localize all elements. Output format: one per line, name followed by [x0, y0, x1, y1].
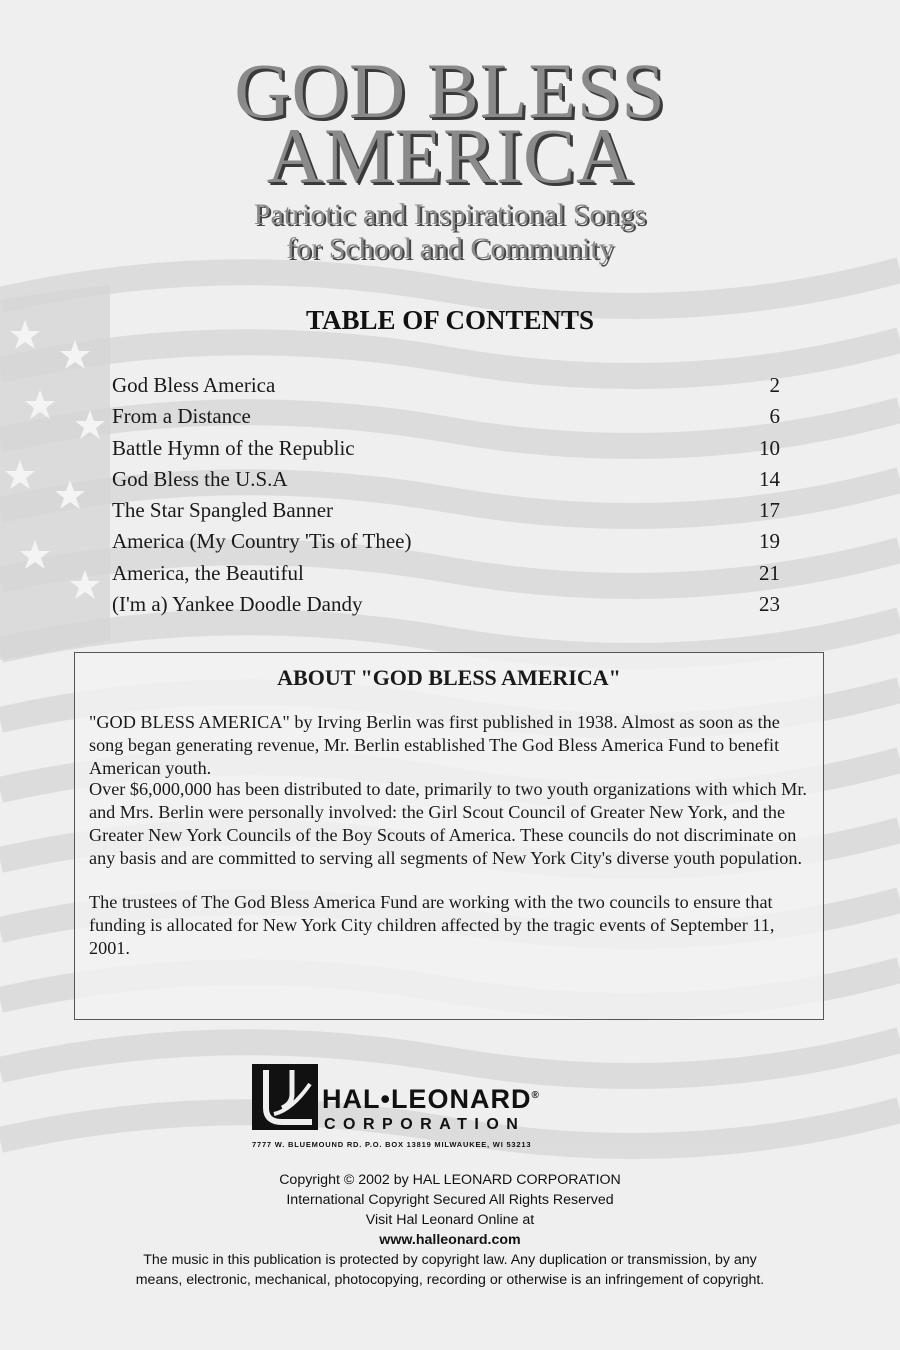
- toc-entry-page: 17: [759, 498, 780, 523]
- toc-entry-page: 23: [759, 592, 780, 617]
- toc-entry-title: The Star Spangled Banner: [112, 498, 334, 523]
- copyright-line: International Copyright Secured All Rights Reserved: [286, 1192, 614, 1208]
- registered-mark: ®: [531, 1090, 540, 1101]
- about-box: [74, 652, 824, 1020]
- copyright-line: Copyright © 2002 by HAL LEONARD CORPORATION: [279, 1172, 621, 1188]
- title-line-2: AMERICA: [266, 112, 634, 199]
- toc-entry-title: Battle Hymn of the Republic: [112, 435, 355, 460]
- toc-entry[interactable]: [112, 401, 780, 432]
- title-line-1: GOD BLESS: [234, 47, 666, 134]
- publisher-brand: [322, 1084, 540, 1115]
- toc-heading: TABLE OF CONTENTS: [305, 305, 595, 335]
- website-link[interactable]: www.halleonard.com: [379, 1232, 521, 1248]
- toc-entry[interactable]: [112, 589, 780, 620]
- about-paragraph: The trustees of The God Bless America Fund are working with the two councils to ensure that funding is allocated for New York City children affected by the tragic events of September 11, 2001.: [89, 892, 775, 958]
- subtitle-line-1: Patriotic and Inspirational Songs: [253, 198, 647, 231]
- logo-mark-icon: [252, 1064, 318, 1130]
- toc-entry-page: 14: [759, 466, 780, 491]
- toc-entry-title: (I'm a) Yankee Doodle Dandy: [112, 592, 363, 617]
- toc-entry-page: 10: [759, 435, 780, 460]
- copyright-line: Visit Hal Leonard Online at: [365, 1212, 535, 1228]
- toc-entry[interactable]: [112, 370, 780, 401]
- toc-entry-page: 2: [769, 373, 780, 397]
- about-heading: ABOUT "GOD BLESS AMERICA": [277, 665, 621, 690]
- about-paragraph: Over $6,000,000 has been distributed to date, primarily to two youth organizations with which Mr. and Mrs. Berlin were personally involved: the Girl Scout Council of Greater New York, and the Greater New York Councils of the Boy Scouts of America. These councils do not discriminate on any basis and are committed to serving all segments of New York City's diverse youth population.: [89, 779, 807, 868]
- publisher-logo: [252, 1064, 652, 1154]
- toc-entry[interactable]: [112, 558, 780, 589]
- toc-entry-title: God Bless the U.S.A: [112, 466, 288, 491]
- toc-entry-title: America, the Beautiful: [112, 560, 304, 585]
- copyright-block: [0, 1170, 900, 1290]
- copyright-notice-line: means, electronic, mechanical, photocopying, recording or otherwise is an infringement of copyright.: [135, 1272, 765, 1288]
- toc-entry-title: America (My Country 'Tis of Thee): [112, 529, 412, 554]
- toc-entry-page: 6: [769, 404, 780, 429]
- toc-entry-page: 19: [759, 529, 780, 554]
- about-paragraph: "GOD BLESS AMERICA" by Irving Berlin was first published in 1938. Almost as soon as the song began generating revenue, Mr. Berlin established The God Bless America Fund to benefit American youth.: [89, 712, 780, 778]
- brand-name: HAL•LEONARD: [322, 1084, 532, 1114]
- subtitle-line-2: for School and Community: [286, 232, 614, 265]
- toc-entry-title: From a Distance: [112, 404, 251, 429]
- publisher-corporation: CORPORATION: [324, 1116, 526, 1133]
- copyright-notice-line: The music in this publication is protected by copyright law. Any duplication or transmission, by any: [143, 1252, 757, 1268]
- toc-entry[interactable]: [112, 433, 780, 464]
- toc-entry-title: God Bless America: [112, 373, 276, 397]
- toc-entry[interactable]: [112, 464, 780, 495]
- toc-entry[interactable]: [112, 495, 780, 526]
- publisher-address: 7777 W. BLUEMOUND RD. P.O. BOX 13819 MILWAUKEE, WI 53213: [252, 1140, 532, 1149]
- toc-entry-page: 21: [759, 560, 780, 585]
- toc-entry[interactable]: [112, 526, 780, 557]
- table-of-contents: [112, 370, 780, 620]
